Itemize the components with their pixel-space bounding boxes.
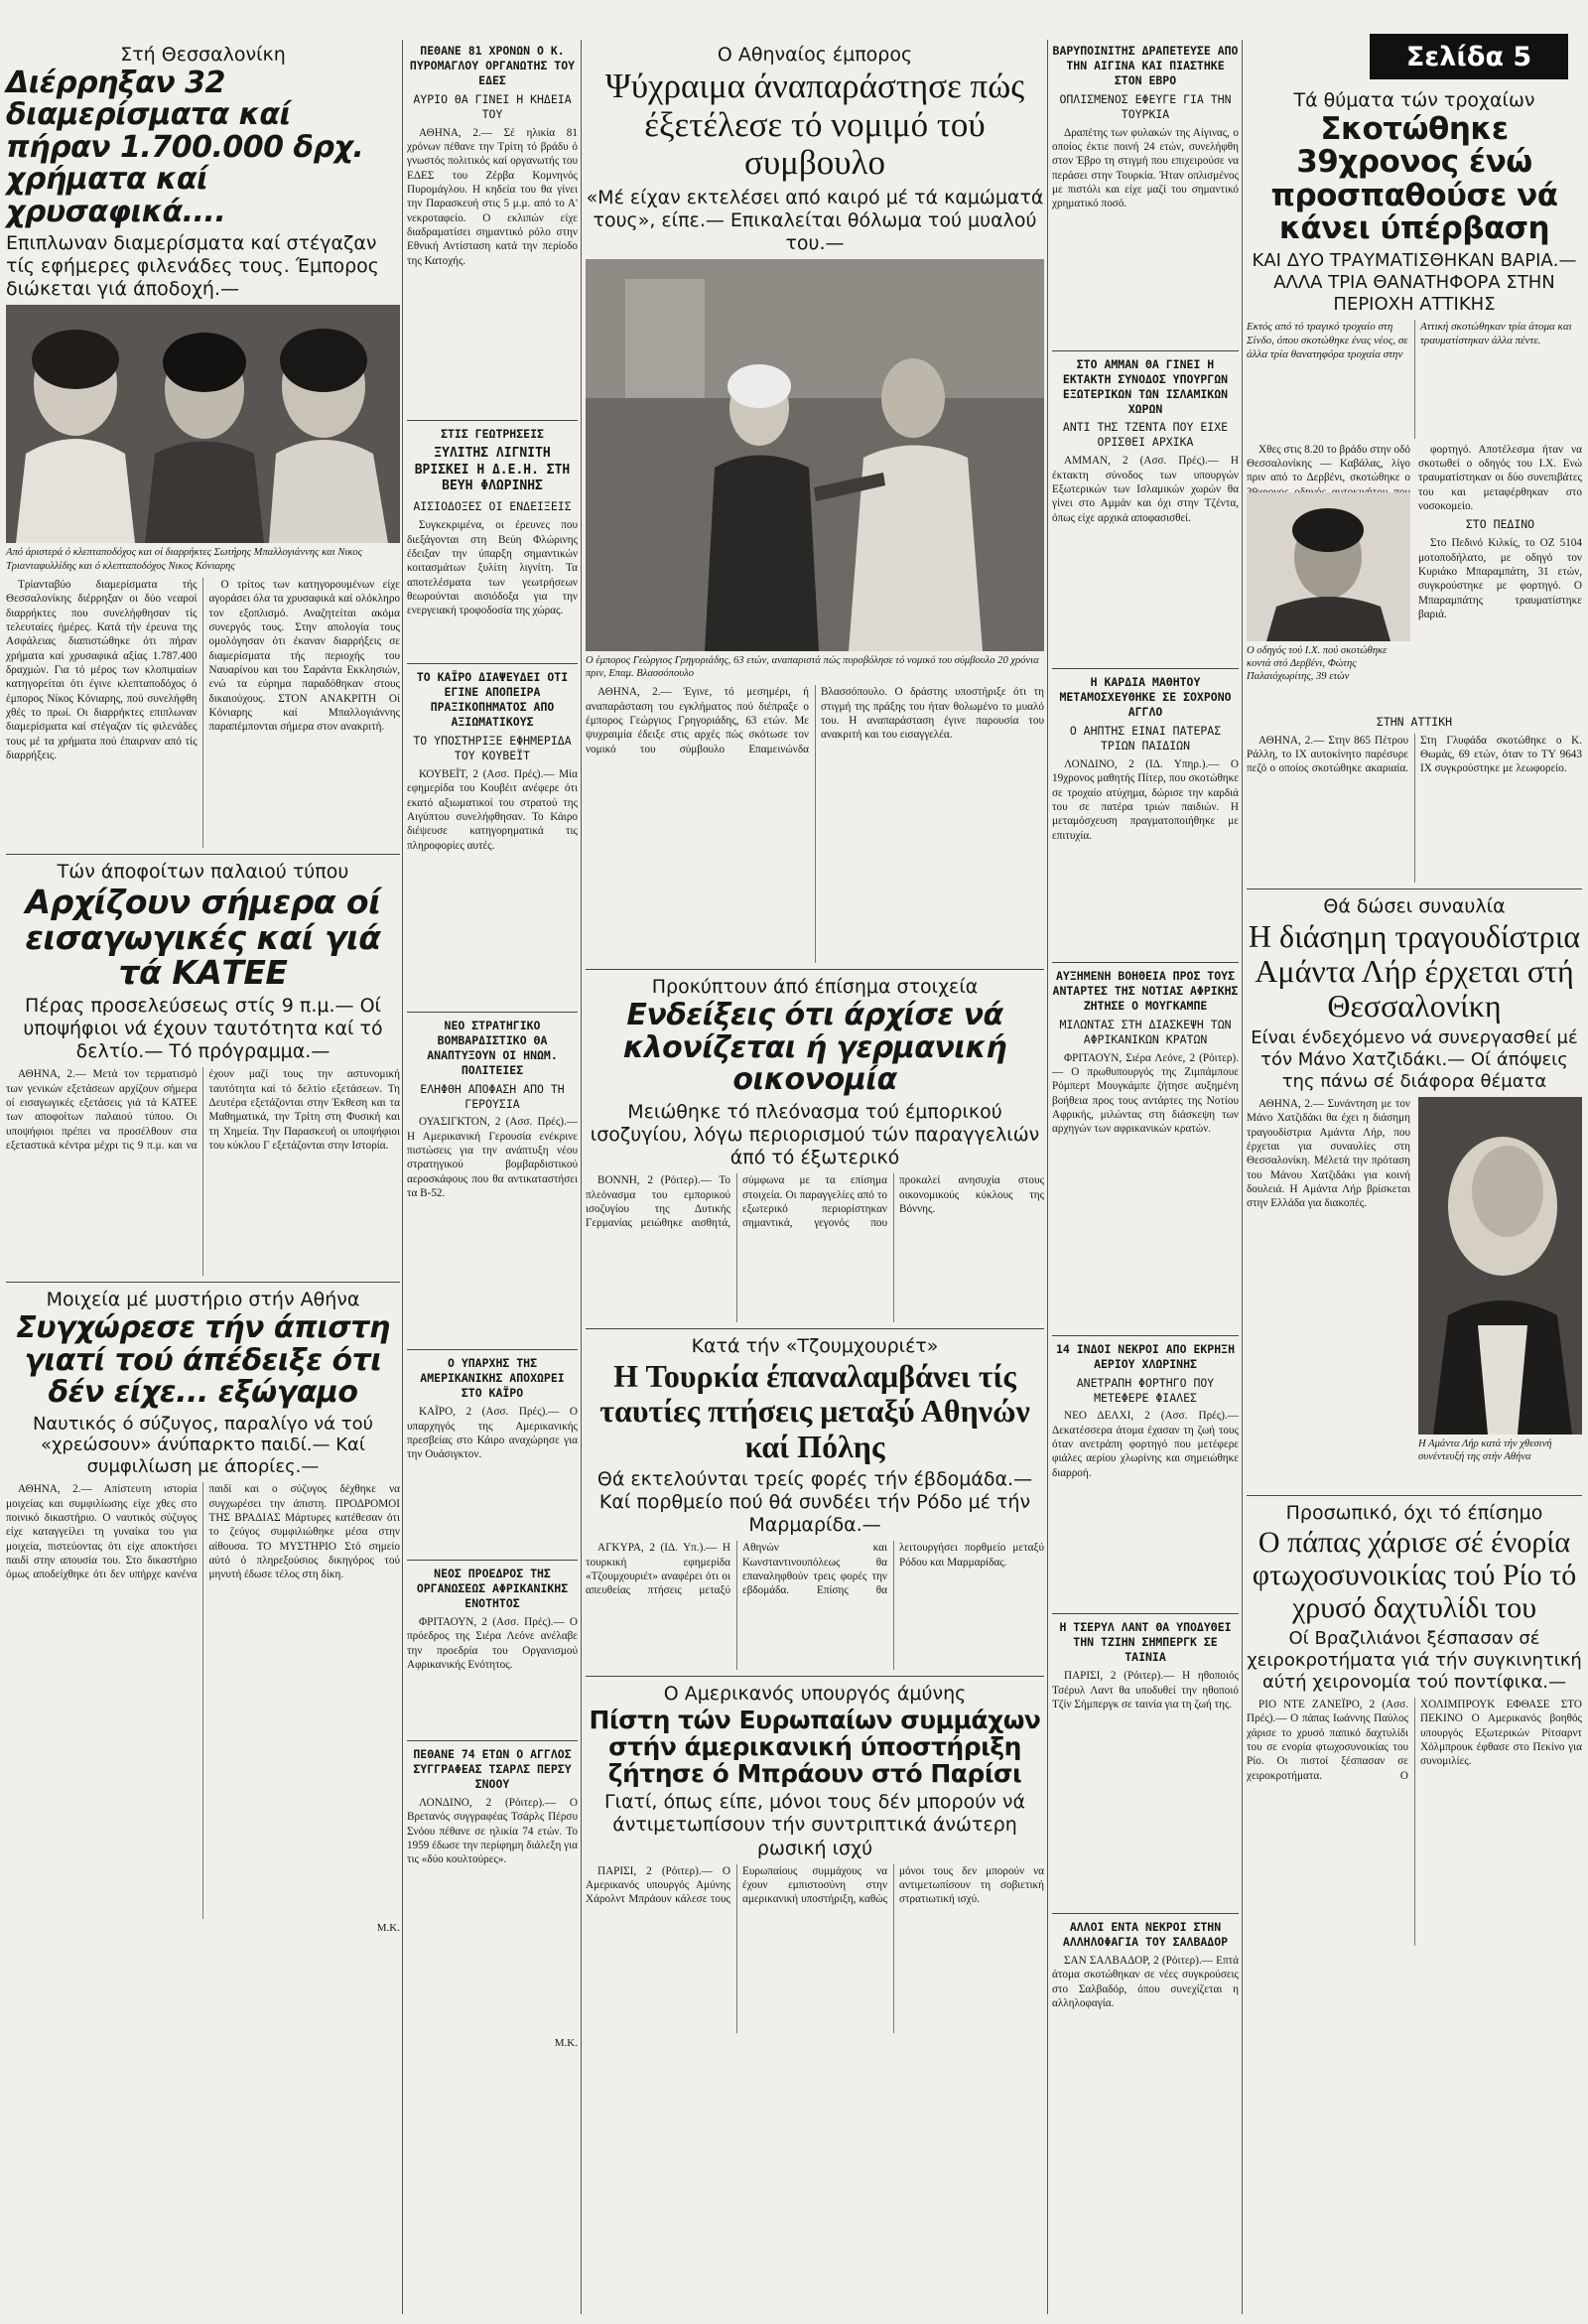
article-amanda-lear-text: ΑΘΗΝΑ, 2.— Συνάντηση με τον Μάνο Χατζιδάκι θα έχει η διάσημη τραγουδίστρια Αμάντα Λήρ, που έρχεται για συναυλίες στη Θεσσαλονίκη. Μέλετά την πρόταση του Μάνου Χατζιδάκι για κοινή δουλειά. Η Αμάντα Λήρ βρίσκεται στην Ελλάδα για διακοπές.	[1247, 1098, 1410, 1210]
headline-amanda-lear: Η διάσημη τραγουδίστρια Αμάντα Λήρ έρχεται στή Θεσσαλονίκη	[1248, 917, 1581, 1025]
article-burglaries-text: Τρίανταβύο διαμερίσματα τής Θεσσαλονίκης διέρρηξαν οι δύο νεαροί διαρρήκτες που συνελήφθησαν τίς τελευταίες ήμέρες. Κατά τήν έρευνα της Ασφάλειας διαπιστώθηκε ότι πήραν χρήματα καί χρυσαφικά αξίας 1.787.400 δραχμών. Για τό μέρος των κλοπιμαίων κατηγορείται ότι έγινε κλεπταποδόχος ό έμπορος Νίκος Κόνιαρης, πού συνελήφθη χθές το πρωί. Οι διαρρήκτες επιπλωναν διαμερίσματα καί στέγαζαν τίς φιλενάδες τους μέ τα χρήματα πού έπαιρναν από τίς διαρρήξεις.	[6, 578, 198, 761]
brief-snow	[407, 1796, 578, 2034]
divider	[1247, 1495, 1582, 1496]
traffic-photo-row	[1247, 443, 1582, 711]
article-germany-text: ΒΟΝΝΗ, 2 (Ρόιτερ).— Το πλεόνασμα του εμπορικού ισοζυγίου της Δυτικής Γερμανίας μειώθηκε αισθητά, σύμφωνα με τα επίσημα στοιχεία. Οι παραγγελίες από το εξωτερικό περιορίστηκαν σημαντικά, γεγονός που προκαλεί ανησυχία στους οικονομικούς κύκλους της Βόννης.	[586, 1174, 1044, 1230]
kicker-concert: Θά δώσει συναυλία	[1323, 894, 1506, 917]
divider	[586, 1328, 1044, 1329]
article-exams-text: ΑΘΗΝΑ, 2.— Μετά τον τερματισμό των γενικών εξετάσεων αρχίζουν σήμερα οί εισαγωγικές εξετάσεις γιά τά ΚΑΤΕΕ των αποφοίτων παλαιού τύπου. Οι υποψήφιοι πρέπει να προσέλθουν στα εξεταστικά κέντρα μέχρι τις 9 π.μ. και να έχουν μαζί τους την αστυνομική ταυτότητα καί τό δελτίο εξετάσεων. Τη Δευτέρα εξετάζονται στην Έκθεση και τα Μαθηματικά, την Τρίτη στη Φυσική και τη Χημεία. Την Παρασκευή οι υποψήφιοι του κύκλου Γ εξετάζονται στην Ιστορία.	[6, 1068, 400, 1152]
photo-amanda-lear	[1418, 1097, 1582, 1435]
caption-suspects: Από άριστερά ό κλεπταποδόχος και οί διαρρήκτες Σωτήρης Μπαλλογιάννης και Νικος Τριανταφυλλίδης και ό κλεπταποδόχος Νικος Κόνιαρης	[6, 547, 363, 572]
article-amanda-lear	[1247, 1097, 1410, 1489]
article-adultery-text: ΑΘΗΝΑ, 2.— Απίστευτη ιστορία μοιχείας και συμφιλίωσης είχε χθες στο ποινικό δικαστήριο. Ο ναυτικός σύζυγος είχε καταγγείλει τη γυναίκα του για μοιχεία, πιστεύοντας ότι είχε αποκτήσει παιδί στην απουσία του. Στο δικαστήριο όμως αποδείχθηκε ότι δεν υπήρχε κανένα παιδί και ο σύζυγος δέχθηκε να συγχωρέσει την άπιστη. ΠΡΟΔΡΟΜΟΙ ΤΗΣ ΒΡΑΔΙΑΣ Μάρτυρες κατέθεσαν ότι το ζεύγος συμφιλιώθηκε μέσα στην αίθουσα. ΤΟ ΜΥΣΤΗΡΙΟ Στό σημείο αύτό ό πληρεξούσιος δικηγόρος τού μηνυτή έδωσε τέλος στη δίκη.	[6, 1483, 400, 1581]
brief-ladd	[1052, 1669, 1239, 1907]
article-traffic-1	[1247, 443, 1410, 492]
photo-traffic-victim	[1247, 492, 1410, 641]
brief-head-bomber: ΝΕΟ ΣΤΡΑΤΗΓΙΚΟ ΒΟΜΒΑΡΔΙΣΤΙΚΟ ΘΑ ΑΝΑΠΤΥΞΟΥΝ ΟΙ ΗΝΩΜ. ΠΟΛΙΤΕΙΕΣ	[427, 1018, 558, 1077]
brief-sub-mugabe: ΜΙΛΩΝΤΑΣ ΣΤΗ ΔΙΑΣΚΕΨΗ ΤΩΝ ΑΦΡΙΚΑΝΙΚΩΝ ΚΡΑΤΩΝ	[1059, 1017, 1232, 1046]
divider	[407, 663, 578, 664]
divider	[586, 969, 1044, 970]
brief-bomber-text: ΟΥΑΣΙΓΚΤΟΝ, 2 (Ασσ. Πρές).— Η Αμερικανική Γερουσία ενέκρινε πιστώσεις για την ανάπτυξη νέου στρατηγικού βομβαρδιστικού αεροσκάφους που θα αντικαταστήσει τα Β-52.	[407, 1116, 578, 1200]
brief-embassy-text: ΚΑΪΡΟ, 2 (Ασσ. Πρές).— Ο υπαρχηγός της Αμερικανικής πρεσβείας στο Κάιρο αναχώρησε για την Ουάσιγκτον.	[407, 1406, 578, 1461]
photo-reenactment	[586, 259, 1044, 651]
brief-sub-amman: ΑΝΤΙ ΤΗΣ ΤΖΕΝΤΑ ΠΟΥ ΕΙΧΕ ΟΡΙΣΘΕΙ ΑΡΧΙΚΑ	[1062, 420, 1229, 450]
brief-cairo-text: ΚΟΥΒΕΪΤ, 2 (Ασσ. Πρές).— Μία εφημερίδα του Κουβέιτ ανέφερε ότι εκατό αξιωματικοί του στρατού της Αιγύπτου συνελήφθησαν. Το Κάιρο διέψευσε κατηγορηματικά τις πληροφορίες αυτές.	[407, 767, 578, 852]
brief-pyromaglou-text: ΑΘΗΝΑ, 2.— Σέ ηλικία 81 χρόνων πέθανε την Τρίτη τό βράδυ ό γνωστός πολιτικός καί οργανωτής του ΕΔΕΣ του Ζέρβα Κομνηνός Πυρομάγλου. Η κηδεία του θα γίνει την Παρασκευή στις 5 μ.μ. από το Α' νεκροταφείο. Ο εκλιπών είχε διαδραματίσει σημαντικό ρόλο στην Εθνική Αντίσταση κατά την περίοδο της Κατοχής.	[407, 126, 578, 267]
brief-oau-text: ΦΡΙΤΑΟΥΝ, 2 (Ασσ. Πρές).— Ο πρόεδρος της Σιέρα Λεόνε ανέλαβε την προεδρία του Οργανισμού Αφρικανικής Ενότητος.	[407, 1616, 578, 1672]
brief-sub-fugitive: ΟΠΛΙΣΜΕΝΟΣ ΕΦΕΥΓΕ ΓΙΑ ΤΗΝ ΤΟΥΡΚΙΑ	[1059, 91, 1232, 121]
divider	[407, 420, 578, 421]
kicker-turkey: Κατά τήν «Τζουμχουριέτ»	[691, 1335, 939, 1358]
photo-suspects	[6, 305, 400, 543]
column-rule	[1047, 40, 1048, 2314]
article-pope-text: ΡΙΟ ΝΤΕ ΖΑΝΕΪΡΟ, 2 (Ασσ. Πρές).— Ο πάπας Ιωάννης Παύλος χάρισε το χρυσό παπικό δαχτυλίδι του σε ενορία φτωχοσυνοικίας του Ρίο. Οι πιστοί ξέσπασαν σε χειροκροτήματα. Ο ΧΟΛΙΜΠΡΟΥΚ ΕΦΘΑΣΕ ΣΤΟ ΠΕΚΙΝΟ Ο Αμερικανός βοηθός υπουργός Εξωτερικών Ρίτσαρντ Χόλμπρουκ έφθασε στο Πεκίνο για συνομιλίες.	[1247, 1698, 1582, 1782]
deck-brown: Γιατί, όπως είπε, μόνοι τους δέν μπορούν νά άντιμετωπίσουν τήν συντριπτικά άνώτερη ρωσική ισχύ	[604, 1791, 1025, 1859]
deck-amanda-lear: Είναι ένδεχόμενο νά συνεργασθεί μέ τόν Μάνο Χατζιδάκι.— Οί άπόψεις της πάνω σέ διάφορα θέματα	[1251, 1027, 1578, 1093]
column-rule	[402, 40, 403, 2314]
signature: Μ.Κ.	[554, 2036, 578, 2049]
brief-heart-text: ΛΟΝΔΙΝΟ, 2 (ΙΔ. Υπηρ.).— Ο 19χρονος μαθητής Πίτερ, που σκοτώθηκε σε τροχαίο ατύχημα, δώρισε την καρδιά του σε πατέρα τριών παιδιών. Η μεταμόσχευση πραγματοποιήθηκε με επιτυχία.	[1052, 758, 1239, 842]
divider	[1052, 962, 1239, 963]
kicker-pope: Προσωπικό, όχι τό έπίσημο	[1285, 1502, 1543, 1525]
headline-adultery: Συγχώρεσε τήν άπιστη γιατί τού άπέδειξε ότι δέν είχε... εξώγαμο	[16, 1310, 390, 1411]
reenactment-illustration	[586, 259, 1044, 651]
brief-head-salvador: ΑΛΛΟΙ ΕΝΤΑ ΝΕΚΡΟΙ ΣΤΗΝ ΑΛΛΗΛΟΦΑΓΙΑ ΤΟΥ ΣΑΛΒΑΔΟΡ	[1062, 1920, 1229, 1950]
brief-sub-heart: Ο ΑΗΠΤΗΣ ΕΙΝΑΙ ΠΑΤΕΡΑΣ ΤΡΙΩΝ ΠΑΙΔΙΩΝ	[1069, 724, 1222, 753]
kicker-merchant: Ο Αθηναίος έμπορος	[717, 44, 913, 66]
deck-merchant: «Μέ είχαν εκτελέσει από καιρό μέ τά καμώματά τους», είπε.— Επικαλείται θόλωμα τού μυαλού του.—	[586, 186, 1044, 254]
brief-chlorine	[1052, 1409, 1239, 1607]
article-brown	[586, 1864, 1044, 2033]
article-traffic-1-text: Χθες στις 8.20 το βράδυ στην οδό Θεσσαλονίκης — Καβάλας, λίγο πριν από το Δερβένι, σκοτώθηκε ο	[1247, 443, 1410, 484]
brief-head-embassy: Ο ΥΠΑΡΧΗΣ ΤΗΣ ΑΜΕΡΙΚΑΝΙΚΗΣ ΑΠΟΧΩΡΕΙ ΣΤΟ ΚΑΪΡΟ	[420, 1356, 565, 1401]
brief-head-chlorine: 14 ΙΝΔΟΙ ΝΕΚΡΟΙ ΑΠΟ ΕΚΡΗΞΗ ΑΕΡΙΟΥ ΧΛΩΡΙΝΗΣ	[1055, 1341, 1235, 1371]
article-burglaries-text-2: Ο τρίτος των κατηγορουμένων είχε αγοράσει όλα τα χρυσαφικά καί ολόκληρο τον εξοπλισμό. Αναζητείται ακόμα συνεργός τους. Στην απολογία τους ομολόγησαν ότι έκαναν διαρρήξεις σε διαμερίσματα τής περιοχής του Ναυαρίνου και του Σαράντα Εκκλησιών, ενώ τα εύρημα παραδόθηκαν στους δικαιούχους. ΣΤΟΝ ΑΝΑΚΡΙΤΗ Οί Κόνιαρης καί Μπαλλογιάννης παραπέμπονται σήμερα στον ανακριτή.	[208, 578, 400, 734]
deck-burglaries: Επιπλωναν διαμερίσματα καί στέγαζαν τίς εφήμερες φιλενάδες τους. Έμπορος διώκεται γιά άποδοχή.—	[6, 231, 379, 301]
divider	[1052, 1335, 1239, 1336]
article-merchant	[586, 685, 1044, 963]
article-traffic-attica	[1247, 734, 1582, 883]
article-turkey-text: ΑΓΚΥΡΑ, 2 (ΙΔ. Υπ.).— Η τουρκική εφημερίδα «Τζουμχουριέτ» αναφέρει ότι οι απευθείας πτήσεις μεταξύ Αθηνών και Κωνσταντινουπόλεως θα επαναληφθούν τρεις φορές την εβδομάδα. Επίσης θα λειτουργήσει πορθμείο μεταξύ Ρόδου και Μαρμαρίδας.	[586, 1542, 1044, 1597]
article-traffic-2-text: φορτηγό. Αποτέλεσμα ήταν να σκοτωθεί ο οδηγός του Ι.Χ. Ενώ τραυματίστηκαν οι δύο συνεπιβάτες του και μεταφέρθηκαν στο νοσοκομείο.	[1418, 443, 1582, 513]
brief-bomber	[407, 1115, 578, 1343]
article-traffic-attica-text: ΑΘΗΝΑ, 2.— Στην 865 Πέτρου Ράλλη, το ΙΧ αυτοκίνητο παρέσυρε πεζό ο οποίος σκοτώθηκε ακαριαία. Στη Γλυφάδα σκοτώθηκε ο Κ. Θωμάς, 69 ετών, όταν το ΤΥ 9643 ΙΧ συγκρούστηκε με λεωφορείο.	[1247, 734, 1582, 775]
headline-exams: Αρχίζουν σήμερα οί εισαγωγικές καί γιά τά ΚΑΤΕΕ	[25, 882, 381, 993]
divider	[407, 1012, 578, 1013]
brief-pyromaglou	[407, 126, 578, 414]
kicker-germany: Προκύπτουν άπό έπίσημα στοιχεία	[651, 976, 979, 999]
brief-sub-bomber: ΕΛΗΦΘΗ ΑΠΟΦΑΣΗ ΑΠΟ ΤΗ ΓΕΡΟΥΣΙΑ	[420, 1081, 565, 1111]
divider	[407, 1560, 578, 1561]
brief-head-oau: ΝΕΟΣ ΠΡΟΕΔΡΟΣ ΤΗΣ ΟΡΓΑΝΩΣΕΩΣ ΑΦΡΙΚΑΝΙΚΗΣ ΕΝΟΤΗΤΟΣ	[416, 1567, 569, 1611]
article-pope	[1247, 1698, 1582, 1946]
signature: Μ.Κ.	[376, 1922, 400, 1935]
column-4	[1052, 40, 1239, 2314]
brief-head-snow: ΠΕΘΑΝΕ 74 ΕΤΩΝ Ο ΑΓΓΛΟΣ ΣΥΓΓΡΑΦΕΑΣ ΤΣΑΡΛΣ ΠΕΡΣΥ ΣΝΟΟΥ	[413, 1747, 572, 1791]
victim-portrait	[1247, 492, 1410, 641]
article-exams	[6, 1067, 400, 1276]
article-brown-text: ΠΑΡΙΣΙ, 2 (Ρόιτερ).— Ο Αμερικανός υπουργός Αμύνης Χάρολντ Μπράουν κάλεσε τους Ευρωπαίους συμμάχους να έχουν εμπιστοσύνη στην αμερικανική υποστήριξη, καθώς μόνοι τους δεν μπορούν να αντιμετωπίσουν τη σοβιετική στρατιωτική ισχύ.	[586, 1864, 1044, 1906]
divider	[1052, 1613, 1239, 1614]
kicker-graduates: Τών άποφοίτων παλαιού τύπου	[57, 860, 349, 883]
headline-turkey: Η Τουρκία έπαναλαμβάνει τίς ταυτίες πτήσεις μεταξύ Αθηνών καί Πόλης	[599, 1358, 1030, 1464]
brief-ladd-text: ΠΑΡΙΣΙ, 2 (Ρόιτερ).— Η ηθοποιός Τσέρυλ Λαντ θα υποδυθεί την ηθοποιό Τζίν Σήμπεργκ σε ταινία για τη ζωή της.	[1052, 1670, 1239, 1710]
article-turkey	[586, 1541, 1044, 1670]
column-rule	[581, 40, 582, 2314]
subhead-attica: ΣΤΗΝ ΑΤΤΙΚΗ	[1376, 714, 1453, 729]
divider	[1052, 1913, 1239, 1914]
headline-brown: Πίστη τών Ευρωπαίων συμμάχων στήν άμερικανική ύποστήριξη ζήτησε ό Μπράουν στό Παρίσι	[589, 1706, 1041, 1789]
brief-mugabe	[1052, 1051, 1239, 1329]
brief-amman	[1052, 454, 1239, 662]
subhead-pedino: ΣΤΟ ΠΕΔΙΝΟ	[1465, 517, 1535, 532]
article-adultery	[6, 1482, 400, 1919]
brief-lignite-text: Συγκεκριμένα, οι έρευνες που διεξάγονται στη Βεύη Φλώρινης έδειξαν την ύπαρξη σημαντικών κοιτασμάτων ξυλίτη λιγνίτη. Τα αποτελέσματα των γεωτρήσεων θεωρούνται αισιόδοξα για την ενεργειακή τροφοδοσία της χώρας.	[407, 519, 578, 617]
divider	[1052, 350, 1239, 351]
kicker-traffic: Τά θύματα τών τροχαίων	[1293, 89, 1535, 111]
headline-burglaries: Διέρρηξαν 32 διαμερίσματα καί πήραν 1.700.000 δρχ. χρήματα καί χρυσαφικά....	[6, 66, 364, 229]
brief-head-ladd: Η ΤΣΕΡΥΛ ΛΑΝΤ ΘΑ ΥΠΟΔΥΘΕΙ ΤΗΝ ΤΖΙΗΝ ΣΗΜΠΕΡΓΚ ΣΕ ΤΑΙΝΙΑ	[1059, 1620, 1232, 1665]
column-5	[1247, 85, 1582, 2314]
deck-turkey: Θά εκτελούνται τρείς φορές τήν έβδομάδα.— Καί πορθμείο πού θά συνδέει τήν Ρόδο μέ τήν Μαρμαρίδα.—	[596, 1467, 1033, 1537]
caption-reenactment: Ο έμπορος Γεώργιος Γρηγοριάδης, 63 ετών, αναπαριστά πώς πυροβόλησε τό νομικό του σύμβουλο 20 χρόνια πριν, Επαμ. Βλασσόπουλο	[586, 655, 1039, 680]
headline-traffic: Σκοτώθηκε 39χρονος ένώ προσπαθούσε νά κάνει ύπέρβαση	[1270, 111, 1558, 247]
deck-adultery: Ναυτικός ό σύζυγος, παραλίγο νά τού «χρεώσουν» άνύπαρκτο παιδί.— Καί συμφιλίωση με άπορίες.—	[32, 1413, 374, 1478]
brief-amman-text: ΑΜΜΑΝ, 2 (Ασσ. Πρές).— Η έκτακτη σύνοδος των υπουργών Εξωτερικών των Ισλαμικών χωρών θα γίνει στο Αμμάν και όχι στην Τζέντα, όπως είχε αρχικά αποφασισθεί.	[1052, 455, 1239, 524]
suspects-illustration	[6, 305, 400, 543]
brief-mugabe-text: ΦΡΙΤΑΟΥΝ, Σιέρα Λεόνε, 2 (Ρόιτερ).— Ο πρωθυπουργός της Ζιμπάμπουε Ρόμπερτ Μουγκάμπε ζήτησε αυξημένη βοήθεια προς τους αντάρτες της Νοτίου Αφρικής, μιλώντας στη διάσκεψη των αρχηγών των αφρικανικών κρατών.	[1052, 1051, 1239, 1136]
headline-germany: Ενδείξεις ότι άρχίσε νά κλονίζεται ή γερμανική οικονομία	[622, 998, 1007, 1098]
kicker-thessaloniki: Στή Θεσσαλονίκη	[120, 44, 286, 66]
brief-sub-chlorine: ΑΝΕΤΡΑΠΗ ΦΟΡΤΗΓΟ ΠΟΥ ΜΕΤΕΦΕΡΕ ΦΙΑΛΕΣ	[1076, 1375, 1215, 1405]
brief-head-lignite: ΞΥΛΙΤΗΣ ΛΙΓΝΙΤΗ ΒΡΙΣΚΕΙ Η Δ.Ε.Η. ΣΤΗ ΒΕΥΗ ΦΛΩΡΙΝΗΣ	[414, 445, 571, 494]
brief-head-pyromaglou: ΠΕΘΑΝΕ 81 ΧΡΟΝΩΝ Ο Κ. ΠΥΡΟΜΑΓΛΟΥ ΟΡΓΑΝΩΤΗΣ ΤΟΥ ΕΔΕΣ	[409, 44, 576, 87]
amanda-photo-block	[1418, 1097, 1582, 1489]
brief-heart	[1052, 757, 1239, 956]
brief-head-heart: Η ΚΑΡΔΙΑ ΜΑΘΗΤΟΥ ΜΕΤΑΜΟΣΧΕΥΘΗΚΕ ΣΕ ΣΟΧΡΟΝΟ ΑΓΓΛΟ	[1059, 675, 1232, 720]
brief-cairo	[407, 767, 578, 1006]
divider	[6, 854, 400, 855]
brief-head-fugitive: ΒΑΡΥΠΟΙΝΙΤΗΣ ΔΡΑΠΕΤΕΥΣΕ ΑΠΟ ΤΗΝ ΑΙΓΙΝΑ ΚΑΙ ΠΙΑΣΤΗΚΕ ΣΤΟΝ ΕΒΡΟ	[1052, 44, 1239, 87]
brief-head-lignite-kicker: ΣΤΙΣ ΓΕΩΤΡΗΣΕΙΣ	[441, 426, 544, 441]
brief-oau	[407, 1615, 578, 1734]
article-germany	[586, 1173, 1044, 1322]
divider	[407, 1349, 578, 1350]
divider	[6, 1282, 400, 1283]
divider	[407, 1740, 578, 1741]
brief-snow-text: ΛΟΝΔΙΝΟ, 2 (Ρόιτερ).— Ο Βρετανός συγγραφέας Τσάρλς Πέρσυ Σνόου πέθανε σε ηλικία 74 ετών. Το 1959 έδωσε την περίφημη διάλεξη για τις «δύο κουλτούρες».	[407, 1796, 578, 1866]
kicker-brown: Ο Αμερικανός υπουργός άμύνης	[663, 1683, 967, 1706]
brief-fugitive-text: Δραπέτης των φυλακών της Αίγινας, ο οποίος έκτιε ποινή 24 ετών, συνελήφθη στον Έβρο τη στιγμή που επιχειρούσε να περάσει στην Τουρκία. Ήταν οπλισμένος με πιστόλι και είχε μαζί του σημαντικό χρηματικό ποσό.	[1052, 126, 1239, 210]
brief-lignite	[407, 518, 578, 657]
brief-head-amman: ΣΤΟ ΑΜΜΑΝ ΘΑ ΓΙΝΕΙ Η ΕΚΤΑΚΤΗ ΣΥΝΟΔΟΣ ΥΠΟΥΡΓΩΝ ΕΞΩΤΕΡΙΚΩΝ ΤΩΝ ΙΣΛΑΜΙΚΩΝ ΧΩΡΩΝ	[1062, 356, 1229, 416]
column-2	[407, 40, 578, 2314]
divider	[586, 1676, 1044, 1677]
column-rule	[1242, 40, 1243, 2314]
deck-exams: Πέρας προσελεύσεως στίς 9 π.μ.— Οί υποψήφιοι νά έχουν ταυτότητα καί τό δελτίο.— Τό πρόγραμμα.—	[23, 994, 383, 1063]
brief-salvador	[1052, 1954, 1239, 2152]
headline-pope: Ο πάπας χάρισε σέ ένορία φτωχοσυνοικίας τού Ρίο τό χρυσό δαχτυλίδι του	[1252, 1526, 1577, 1625]
amanda-portrait	[1418, 1097, 1582, 1435]
brief-chlorine-text: ΝΕΟ ΔΕΛΧΙ, 2 (Ασσ. Πρές).— Δεκατέσσερα άτομα έχασαν τη ζωή τους όταν ανετράπη φορτηγό που μετέφερε φιάλες αερίου χλωρίνης και σημειώθηκε διαρροή.	[1052, 1410, 1239, 1479]
article-traffic-2	[1418, 443, 1582, 711]
brief-sub-cairo: ΤΟ ΥΠΟΣΤΗΡΙΞΕ ΕΦΗΜΕΡΙΔΑ ΤΟΥ ΚΟΥΒΕΪΤ	[413, 733, 572, 762]
amanda-row	[1247, 1097, 1582, 1489]
column-1	[6, 40, 400, 2314]
brief-salvador-text: ΣΑΝ ΣΑΛΒΑΔΟΡ, 2 (Ρόιτερ).— Επτά άτομα σκοτώθηκαν σε νέες συγκρούσεις στο Σαλβαδόρ, όπου συνεχίζεται η αλληλοφαγία.	[1052, 1955, 1239, 2010]
headline-merchant: Ψύχραιμα άναπαράστησε πώς έξετέλεσε τό νομιμό τού συμβουλο	[604, 67, 1025, 182]
brief-head-cairo: ΤΟ ΚΑΪΡΟ ΔΙΑΨΕΥΔΕΙ ΟΤΙ ΕΓΙΝΕ ΑΠΟΠΕΙΡΑ ΠΡΑΞΙΚΟΠΗΜΑΤΟΣ ΑΠΟ ΑΞΙΩΜΑΤΙΚΟΥΣ	[416, 670, 569, 730]
column-3	[586, 40, 1044, 2314]
kicker-adultery: Μοιχεία μέ μυστήριο στήν Αθήνα	[46, 1289, 360, 1311]
brief-head-mugabe: ΑΥΞΗΜΕΝΗ ΒΟΗΘΕΙΑ ΠΡΟΣ ΤΟΥΣ ΑΝΤΑΡΤΕΣ ΤΗΣ ΝΟΤΙΑΣ ΑΦΡΙΚΗΣ ΖΗΤΗΣΕ Ο ΜΟΥΓΚΑΜΠΕ	[1052, 969, 1239, 1013]
caption-traffic-victim: Ο οδηγός τού Ι.Χ. πού σκοτώθηκε κοντά στό Δερβένι, Φώτης Παλαιόχωρίτης, 39 ετών	[1247, 644, 1388, 683]
brief-embassy	[407, 1405, 578, 1554]
divider	[1052, 668, 1239, 669]
page-number-box: Σελίδα 5	[1370, 34, 1568, 79]
caption-amanda-lear: Η Αμάντα Λήρ κατά τήν χθεσινή συνέντευξή της στήν Αθήνα	[1418, 1438, 1552, 1463]
deck-traffic: ΚΑΙ ΔΥΟ ΤΡΑΥΜΑΤΙΣΘΗΚΑΝ ΒΑΡΙΑ.— ΑΛΛΑ ΤΡΙΑ ΘΑΝΑΤΗΦΟΡΑ ΣΤΗΝ ΠΕΡΙΟΧΗ ΑΤΤΙΚΗΣ	[1252, 249, 1577, 315]
article-burglaries	[6, 578, 400, 848]
traffic-photo-block	[1247, 443, 1410, 711]
deck-pope: Οί Βραζιλιάνοι ξέσπασαν σέ χειροκροτήματα γιά τήν συγκινητική αύτή χειρονομία τού ποντίφικα.—	[1247, 1628, 1582, 1693]
brief-sub-lignite: ΑΙΣΙΟΔΟΞΕΣ ΟΙ ΕΝΔΕΙΞΕΙΣ	[413, 499, 572, 514]
article-merchant-text: ΑΘΗΝΑ, 2.— Έγινε, τό μεσημέρι, ή αναπαράσταση του εγκλήματος πού διέπραξε ο έμπορος Γεώργιος Γρηγοριάδης, 63 ετών. Με ψυχραιμία έδειξε στις αρχές πώς σκότωσε τον νομικό του σύμβουλο Επαμεινώνδα Βλασσόπουλο. Ο δράστης υποστήριξε ότι τη στιγμή της πράξης του ήταν θολωμένο το μυαλό του. Η αναπαράσταση έγινε παρουσία του ανακριτή και του εισαγγελέα.	[586, 686, 1044, 755]
article-traffic-lede-text: Εκτός από τό τραγικό τροχαίο στη Σίνδο, όπου σκοτώθηκε ένας νέος, σε άλλα τρία θανατηφόρα τροχαία στην Αττική σκοτώθηκαν τρία άτομα και τραυματίστηκαν άλλα πέντε.	[1247, 320, 1572, 360]
deck-germany: Μειώθηκε τό πλεόνασμα τού έμπορικού ισοζυγίου, λόγω περιορισμού τών παραγγελιών άπό τό έξωτερικό	[590, 1100, 1040, 1168]
brief-fugitive	[1052, 126, 1239, 344]
article-traffic-3-text: Στο Πεδινό Κιλκίς, το ΟΖ 5104 μοτοποδήλατο, με οδηγό τον Κυριάκο Μπαραμπάτη, 31 ετών, συγκρούστηκε με φορτηγό. Ο Μπαραμπάτης τραυματίστηκε βαριά.	[1418, 537, 1582, 620]
brief-sub-pyromaglou: ΑΥΡΙΟ ΘΑ ΓΙΝΕΙ Η ΚΗΔΕΙΑ ΤΟΥ	[413, 91, 572, 121]
article-traffic-lede	[1247, 320, 1582, 439]
